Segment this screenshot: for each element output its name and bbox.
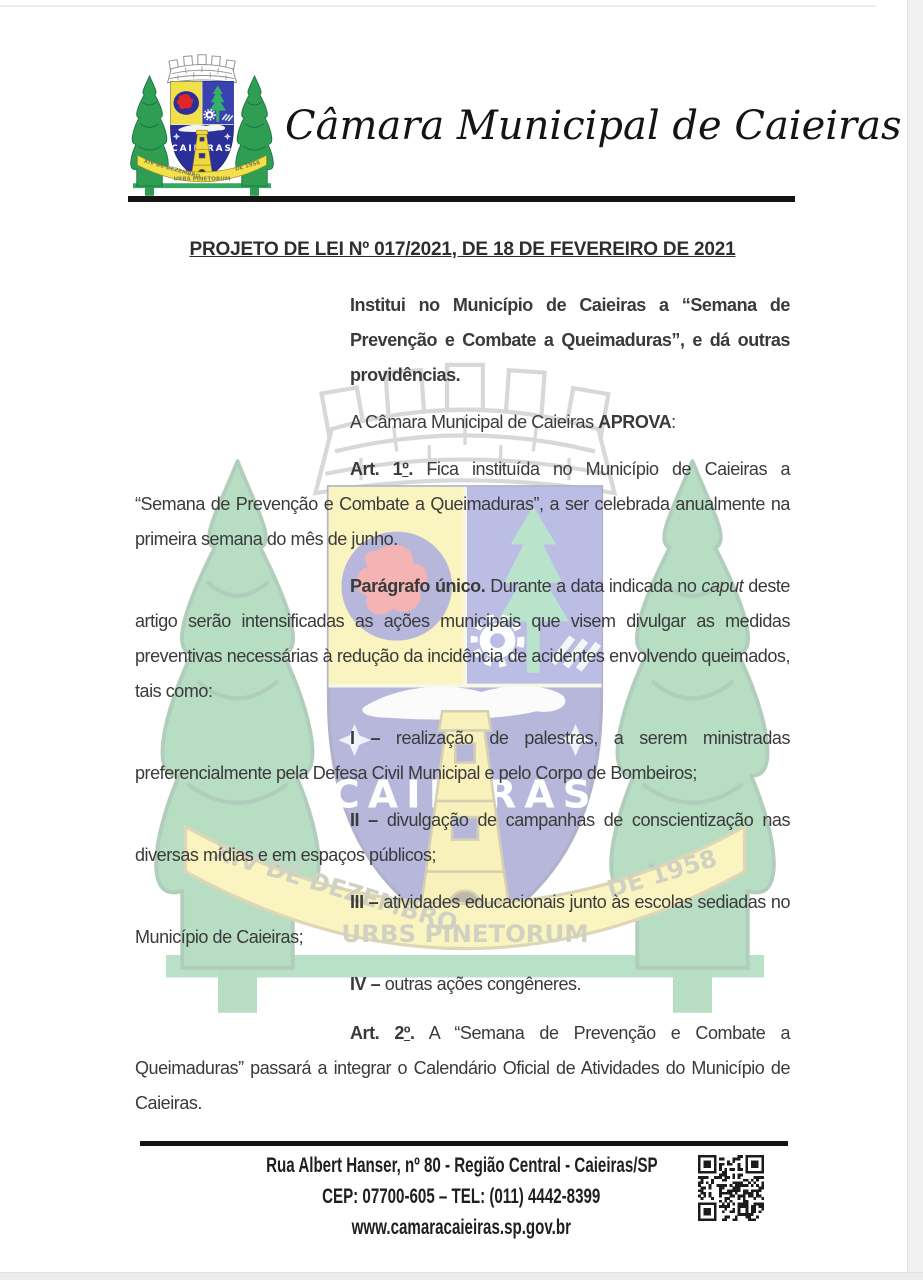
text-run: Institui no Município de Caieiras a “Semana de Prevenção e Combate a Queimaduras”, e dá outras providências.: [350, 295, 790, 385]
footer-cep-tel-line: [135, 1181, 788, 1212]
text-run: .: [408, 459, 413, 479]
footer-cep-tel: CEP: 07700-605 – TEL: (011) 4442-8399: [322, 1185, 601, 1208]
article-1: [135, 452, 790, 557]
coat-of-arms-logo: [127, 52, 277, 200]
text-run: Fica instituída no Município de Caieiras a “Semana de Prevenção e Combate a Queimaduras”, a ser celebrada anualmente na primeira semana do mês de junho.: [135, 459, 791, 549]
text-run: Parágrafo único.: [350, 576, 486, 596]
footer-website: www.camaracaieiras.sp.gov.br: [351, 1216, 572, 1239]
text-run: IV –: [350, 974, 381, 994]
org-name: Câmara Municipal de Caieiras: [285, 103, 902, 149]
article-2: [135, 1016, 790, 1121]
text-run: :: [671, 412, 676, 432]
ementa: [350, 288, 790, 393]
footer-website-line: [135, 1212, 788, 1243]
scan-right-edge: [907, 0, 923, 1280]
text-run: realização de palestras, a serem ministradas preferencialmente pela Defesa Civil Municipal e pelo Corpo de Bombeiros;: [135, 728, 790, 783]
text-run: A “Semana de Prevenção e Combate a Queimaduras” passará a integrar o Calendário Oficial de Atividades do Município de Caieiras.: [135, 1023, 791, 1113]
text-run: III –: [350, 892, 379, 912]
qr-code: [698, 1155, 764, 1221]
item-2: [135, 803, 790, 873]
scan-top-edge: [0, 5, 876, 7]
text-run: divulgação de campanhas de conscientização nas diversas mídias e em espaços públicos;: [135, 810, 790, 865]
item-4: [135, 967, 790, 1002]
text-run: outras ações congêneres.: [380, 974, 582, 994]
text-run: Durante a data indicada no: [485, 576, 702, 596]
paragrafo-unico: [135, 569, 790, 709]
document-title: PROJETO DE LEI Nº 017/2021, DE 18 DE FEVEREIRO DE 2021: [189, 239, 736, 260]
text-run: atividades educacionais junto às escolas sediadas no Município de Caieiras;: [135, 892, 791, 947]
footer-address-line: [135, 1150, 788, 1181]
item-1: [135, 721, 790, 791]
text-run: II –: [350, 810, 378, 830]
scan-bottom-edge: [0, 1272, 923, 1280]
text-run: .: [410, 1023, 415, 1043]
text-run: Art. 1: [350, 459, 403, 479]
footer-rule: [140, 1141, 788, 1146]
text-run: caput: [701, 576, 744, 596]
text-run: A Câmara Municipal de Caieiras: [350, 412, 599, 432]
header-rule: [128, 196, 795, 202]
footer: [135, 1150, 788, 1243]
text-run: APROVA: [598, 412, 672, 432]
document-body: [135, 238, 790, 1121]
preamble: [135, 405, 790, 440]
text-run: Art. 2: [350, 1023, 404, 1043]
item-3: [135, 885, 790, 955]
text-run: I –: [350, 728, 381, 748]
footer-address: Rua Albert Hanser, nº 80 - Região Central - Caieiras/SP: [265, 1154, 658, 1177]
text-run: º: [402, 459, 409, 479]
text-run: deste artigo serão intensificadas as ações municipais que visem divulgar as medidas preventivas necessárias à redução da incidência de acidentes envolvendo queimados, tais como:: [135, 576, 790, 701]
text-run: º: [403, 1023, 411, 1043]
